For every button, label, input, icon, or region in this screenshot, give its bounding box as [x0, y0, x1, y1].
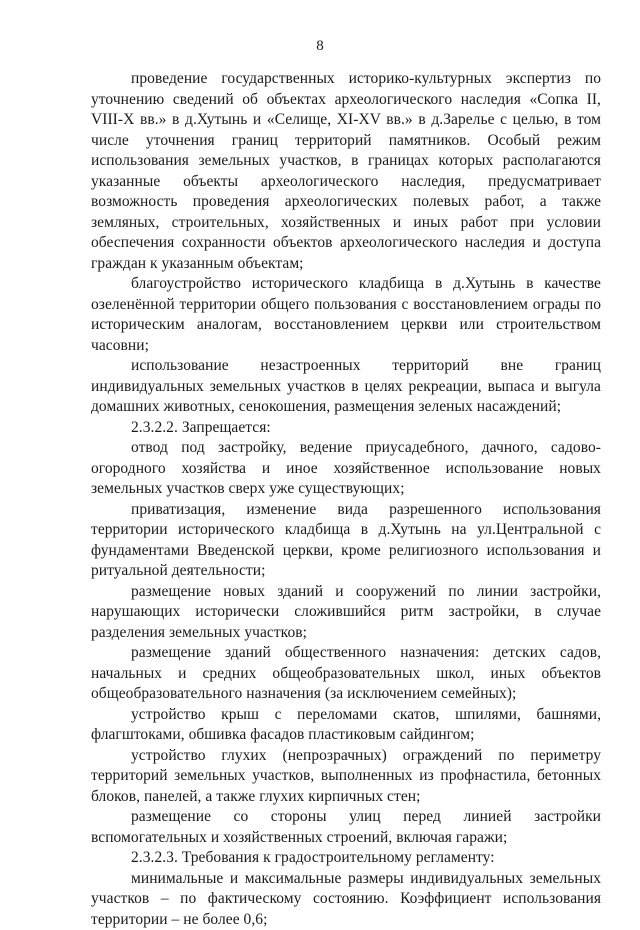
paragraph-fences: устройство глухих (непрозрачных) ограждений по периметру территорий земельных участков, выполненных из профнастила, бетонных блоков, панелей, а также глухих кирпичных стен;: [91, 746, 601, 808]
paragraph-cemetery-improvement: благоустройство исторического кладбища в д.Хутынь в качестве озеленённой территории общего пользования с восстановлением ограды по историческим аналогам, восстановлением церкви или строительством часовни;: [91, 274, 601, 356]
paragraph-auxiliary-buildings: размещение со стороны улиц перед линией застройки вспомогательных и хозяйственных строений, включая гаражи;: [91, 807, 601, 848]
paragraph-unbuilt-territories: использование незастроенных территорий вне границ индивидуальных земельных участков в целях рекреации, выпаса и выгула домашних животных, сенокошения, размещения зеленых насаждений;: [91, 356, 601, 418]
paragraph-plot-sizes: минимальные и максимальные размеры индивидуальных земельных участков – по фактическому состоянию. Коэффициент использования территории – не более 0,6;: [91, 869, 601, 930]
paragraph-public-buildings: размещение зданий общественного назначения: детских садов, начальных и средних общеобразовательных школ, иных объектов общеобразовательного назначения (за исключением семейных);: [91, 643, 601, 705]
paragraph-roofs: устройство крыш с переломами скатов, шпилями, башнями, флагштоками, обшивка фасадов пластиковым сайдингом;: [91, 705, 601, 746]
page-number: 8: [0, 38, 640, 55]
paragraph-privatization: приватизация, изменение вида разрешенного использования территории исторического кладбища в д.Хутынь на ул.Центральной с фундаментами Введенской церкви, кроме религиозного использования и ритуальной деятельности;: [91, 500, 601, 582]
document-body: [91, 69, 601, 930]
paragraph-new-buildings: размещение новых зданий и сооружений по линии застройки, нарушающих исторически сложившийся ритм застройки, в случае разделения земельных участков;: [91, 582, 601, 644]
section-heading-prohibited: 2.3.2.2. Запрещается:: [91, 418, 601, 439]
section-heading-requirements: 2.3.2.3. Требования к градостроительному регламенту:: [91, 848, 601, 869]
paragraph-expertise: проведение государственных историко-культурных экспертиз по уточнению сведений об объектах археологического наследия «Сопка II, VIII-X вв.» в д.Хутынь и «Селище, XI-XV вв.» в д.Зарелье с целью, в том числе уточнения границ территорий памятников. Особый режим использования земельных участков, в границах которых располагаются указанные объекты археологического наследия, предусматривает возможность проведения археологических полевых работ, а также земляных, строительных, хозяйственных и иных работ при условии обеспечения сохранности объектов археологического наследия и доступа граждан к указанным объектам;: [91, 69, 601, 274]
paragraph-allotment: отвод под застройку, ведение приусадебного, дачного, садово-огородного хозяйства и иное хозяйственное использование новых земельных участков сверх уже существующих;: [91, 438, 601, 500]
